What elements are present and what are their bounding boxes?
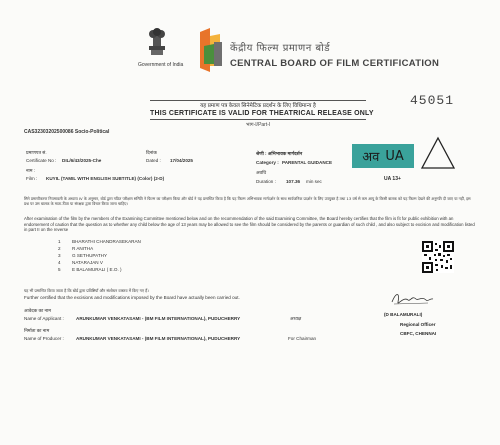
- producer-label: Name of Producer :: [24, 336, 64, 341]
- english-paragraph: After examination of the film by the members of the Examining Committee mentioned below and on the recommendation of the said Examining Committee, the Board hereby certifies that the film is fit for public exhibition with an endorsement of caution that the question as to whether any child below the age of 13 years may be allowed to see the film should be considered by the parents or guardian of such child , and also subject to excision and modification listed in part II on the reverse: [24, 216, 475, 233]
- cbfc-name-english: CENTRAL BOARD OF FILM CERTIFICATION: [230, 58, 440, 69]
- producer-label-hindi: निर्माता का नाम: [24, 328, 50, 333]
- date-label-hindi: दिनांक: [146, 150, 157, 155]
- list-item: 5 E BALAMURALI ( E.O. ): [58, 267, 122, 272]
- certificate-label: Certificate No :: [26, 158, 57, 163]
- title-label-hindi: नाम :: [26, 168, 36, 173]
- duration-label: Duration :: [256, 179, 276, 184]
- rating-badge: [352, 144, 414, 168]
- certificate-label-hindi: प्रमाणपत्र सं.: [26, 150, 47, 155]
- examining-committee-list: [58, 238, 141, 273]
- serial-number: 45051: [410, 93, 455, 108]
- duration-label-hindi: अवधि: [256, 170, 267, 175]
- date-label: Dated :: [146, 158, 161, 163]
- applicant-label: Name of Applicant :: [24, 316, 64, 321]
- signatory-name: (D BALAMURALI): [384, 312, 423, 317]
- validity-banner: [150, 100, 374, 120]
- category-code: CAS32303202500086 Socio-Political: [24, 129, 110, 135]
- list-item: 3 G SETHUPATHY: [58, 253, 108, 258]
- list-item: 1 BHARATHI CHANDRASEKARAN: [58, 239, 141, 244]
- validity-hindi: यह प्रमाण पत्र केवल सिनेमेटिक प्रदर्शन के लिए विधिमान्य है: [200, 103, 316, 109]
- state-emblem-icon: [144, 28, 170, 58]
- signature-icon: [388, 290, 436, 308]
- cbfc-name-hindi: केंद्रीय फिल्म प्रमाणन बोर्ड: [230, 43, 331, 54]
- part-label: भाग-I/Part-I: [246, 122, 271, 128]
- duration-value: 107.36: [286, 179, 301, 184]
- category-label: Category :: [256, 160, 279, 165]
- duration-unit: min sec: [306, 179, 322, 184]
- signatory-role: Regional Officer: [400, 322, 436, 327]
- category-value: PARENTAL GUIDANCE: [282, 160, 333, 165]
- list-item: 4 NATARAJAN V: [58, 260, 103, 265]
- date-value: 17/04/2025: [170, 158, 193, 163]
- validity-english: THIS CERTIFICATE IS VALID FOR THEATRICAL RELEASE ONLY: [150, 110, 374, 117]
- title-label: Film :: [26, 176, 38, 181]
- rating-badge-english: UA: [385, 148, 404, 164]
- producer-value: ARUNKUMAR VENKATASAMI - (BM FILM INTERNATIONAL), PUDUCHERRY: [76, 336, 241, 341]
- rating-note: UA 13+: [384, 176, 401, 182]
- chairman-label-hindi: अध्यक्ष: [290, 316, 302, 321]
- signatory-office: CBFC, CHENNAI: [400, 331, 437, 336]
- rating-badge-hindi: अव: [362, 150, 380, 165]
- hindi-paragraph: सिने प्रमाणीकरण नियमावली के अध्याय IV के अनुसार, बोर्ड द्वारा गठित परीक्षण समिति ने फिल्म का परीक्षण किया और बोर्ड ने यह प्रमाणित किया है कि यह फिल्म अभिभावक मार्गदर्शन के साथ सार्वजनिक प्रदर्शन के लिए उपयुक्त है तथा 13 वर्ष से कम आयु के किसी बालक को यह फिल्म देखने की अनुमति दी जाए या नहीं, इस प्रश्न पर उस बालक के माता-पिता या संरक्षक द्वारा विचार किया जाना चाहिए।: [24, 196, 471, 207]
- cbfc-logo-icon: [196, 26, 226, 74]
- category-label-hindi: श्रेणी : अभिभावक मार्गदर्शन: [256, 151, 303, 156]
- applicant-label-hindi: आवेदक का नाम: [24, 308, 51, 313]
- film-title-value: KUYIL (TAMIL WITH ENGLISH SUBTITLE) (Color) (2-D): [46, 176, 165, 181]
- qr-code-icon: [422, 241, 454, 273]
- certificate-value: DIL/6/43/2025-Che: [62, 158, 102, 163]
- applicant-value: ARUNKUMAR VENKATASAMI - (BM FILM INTERNATIONAL), PUDUCHERRY: [76, 316, 241, 321]
- triangle-symbol-icon: [420, 136, 456, 170]
- list-item: 2 R ANITHA: [58, 246, 94, 251]
- emblem-caption: Government of India: [138, 62, 184, 68]
- for-chairman-label: For Chairman: [288, 336, 317, 341]
- further-hindi: यह भी प्रमाणित किया जाता है कि बोर्ड द्वारा प्रविष्टियाँ और संशोधन वास्तव में किए गए हैं।: [24, 288, 149, 293]
- further-english: Further certified that the excisions and modifications imposed by the Board have actually been carried out.: [24, 295, 240, 300]
